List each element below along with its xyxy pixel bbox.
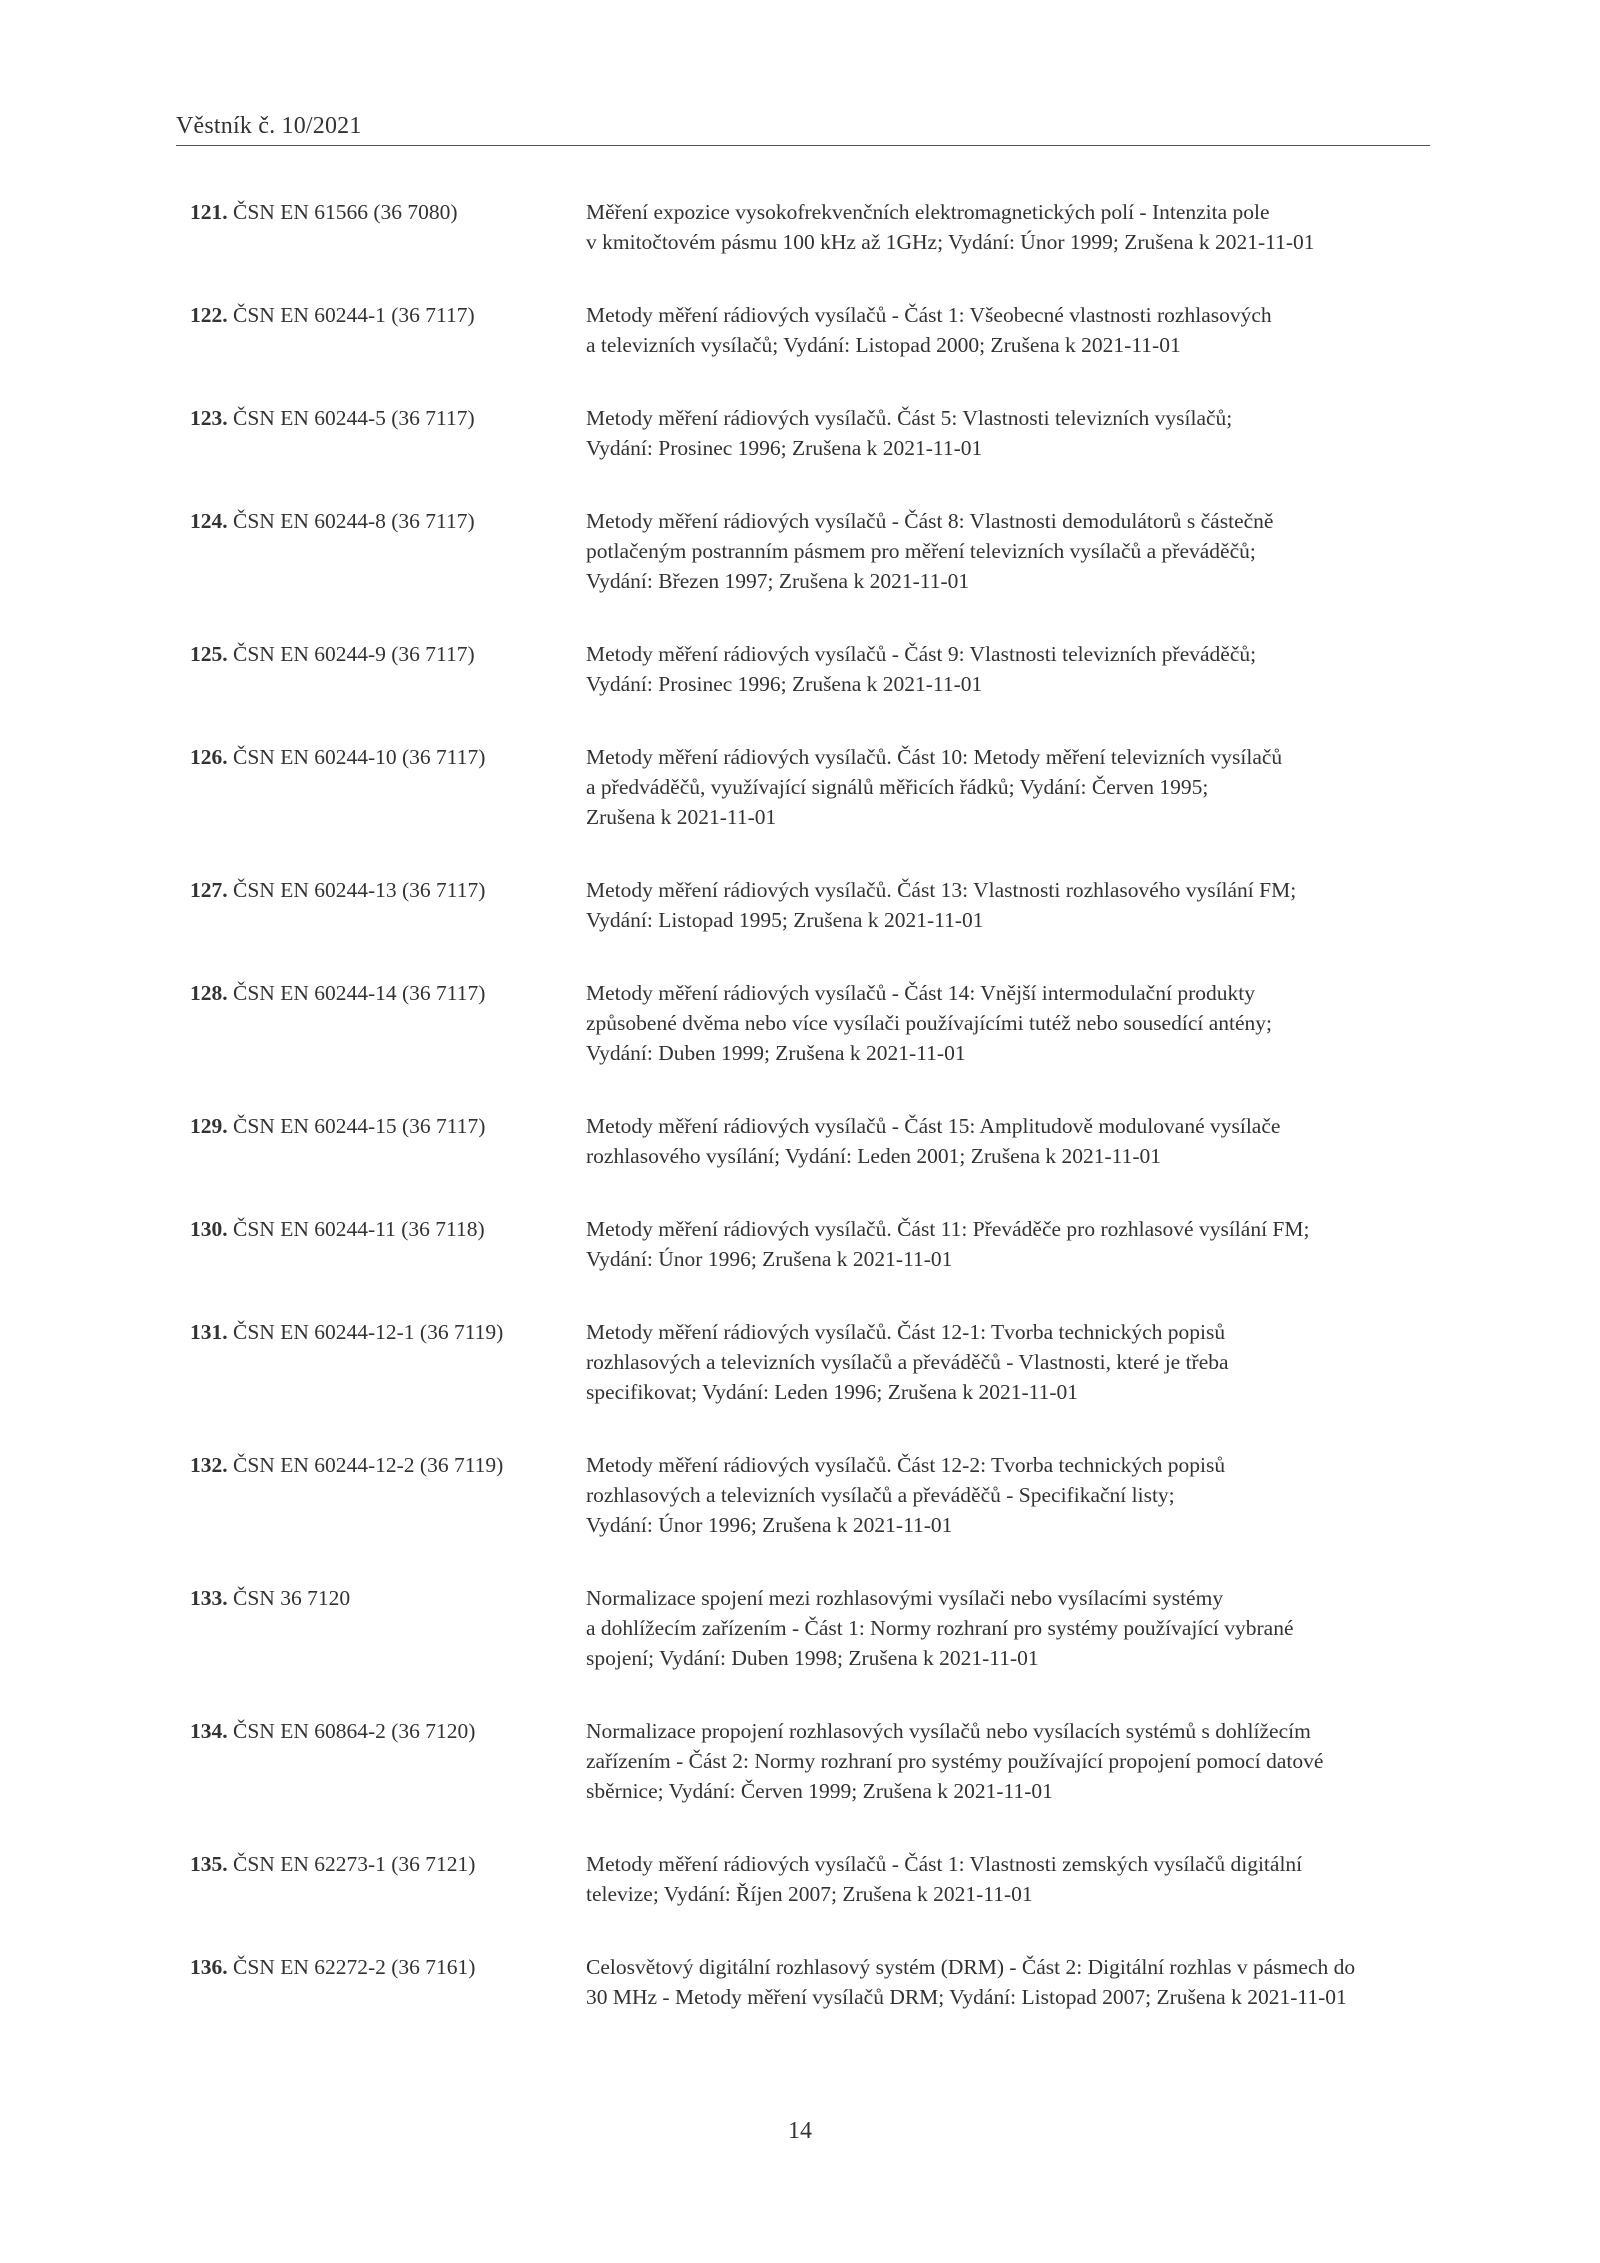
standard-designation (190, 506, 475, 536)
item-number: 129. (190, 1114, 228, 1138)
description-line: Metody měření rádiových vysílačů. Část 5: Vlastnosti televizních vysílačů; (586, 406, 1233, 430)
standard-code: ČSN EN 60244-8 (36 7117) (233, 509, 475, 533)
standard-description (586, 1317, 1446, 1407)
standard-description (586, 1111, 1446, 1171)
description-line: způsobené dvěma nebo více vysílači používajícími tutéž nebo sousedící antény; (586, 1011, 1272, 1035)
standard-designation (190, 300, 475, 330)
item-number: 121. (190, 200, 228, 224)
standard-description (586, 1952, 1446, 2012)
standard-designation (190, 1450, 503, 1480)
item-number: 135. (190, 1852, 228, 1876)
item-number: 130. (190, 1217, 228, 1241)
item-number: 122. (190, 303, 228, 327)
standard-description (586, 875, 1446, 935)
standard-description (586, 403, 1446, 463)
item-number: 134. (190, 1719, 228, 1743)
standard-designation (190, 1317, 503, 1347)
description-line: Vydání: Prosinec 1996; Zrušena k 2021-11-01 (586, 672, 983, 696)
description-line: Měření expozice vysokofrekvenčních elektromagnetických polí - Intenzita pole (586, 200, 1270, 224)
standard-designation (190, 742, 485, 772)
standard-description (586, 506, 1446, 596)
standard-description (586, 1583, 1446, 1673)
standard-designation (190, 1849, 475, 1879)
standard-designation (190, 1952, 475, 1982)
standard-designation (190, 1583, 350, 1613)
standard-code: ČSN 36 7120 (233, 1586, 351, 1610)
standard-description (586, 742, 1446, 832)
standard-code: ČSN EN 60244-13 (36 7117) (233, 878, 486, 902)
description-line: Vydání: Duben 1999; Zrušena k 2021-11-01 (586, 1041, 966, 1065)
description-line: a televizních vysílačů; Vydání: Listopad 2000; Zrušena k 2021-11-01 (586, 333, 1181, 357)
standard-designation (190, 197, 458, 227)
description-line: Vydání: Únor 1996; Zrušena k 2021-11-01 (586, 1513, 953, 1537)
item-number: 133. (190, 1586, 228, 1610)
standard-code: ČSN EN 60244-12-2 (36 7119) (233, 1453, 504, 1477)
description-line: Metody měření rádiových vysílačů - Část 1: Všeobecné vlastnosti rozhlasových (586, 303, 1272, 327)
description-line: Metody měření rádiových vysílačů. Část 12-2: Tvorba technických popisů (586, 1453, 1226, 1477)
description-line: a předváděčů, využívající signálů měřicích řádků; Vydání: Červen 1995; (586, 775, 1209, 799)
description-line: Metody měření rádiových vysílačů. Část 10: Metody měření televizních vysílačů (586, 745, 1283, 769)
standard-code: ČSN EN 60244-15 (36 7117) (233, 1114, 486, 1138)
standard-code: ČSN EN 61566 (36 7080) (233, 200, 458, 224)
standard-code: ČSN EN 60244-9 (36 7117) (233, 642, 475, 666)
standard-description (586, 197, 1446, 257)
item-number: 126. (190, 745, 228, 769)
description-line: Metody měření rádiových vysílačů - Část 8: Vlastnosti demodulátorů s částečně (586, 509, 1274, 533)
standard-designation (190, 1111, 485, 1141)
standard-designation (190, 1716, 475, 1746)
standard-code: ČSN EN 60244-10 (36 7117) (233, 745, 486, 769)
standard-description (586, 300, 1446, 360)
description-line: 30 MHz - Metody měření vysílačů DRM; Vydání: Listopad 2007; Zrušena k 2021-11-01 (586, 1985, 1347, 2009)
description-line: rozhlasového vysílání; Vydání: Leden 2001; Zrušena k 2021-11-01 (586, 1144, 1162, 1168)
description-line: Normalizace propojení rozhlasových vysílačů nebo vysílacích systémů s dohlížecím (586, 1719, 1311, 1743)
description-line: Normalizace spojení mezi rozhlasovými vysílači nebo vysílacími systémy (586, 1586, 1224, 1610)
standard-designation (190, 639, 475, 669)
standard-description (586, 1849, 1446, 1909)
description-line: Metody měření rádiových vysílačů - Část 9: Vlastnosti televizních převáděčů; (586, 642, 1257, 666)
description-line: rozhlasových a televizních vysílačů a převáděčů - Specifikační listy; (586, 1483, 1175, 1507)
standard-code: ČSN EN 60244-11 (36 7118) (233, 1217, 485, 1241)
standard-designation (190, 875, 485, 905)
item-number: 136. (190, 1955, 228, 1979)
description-line: Metody měření rádiových vysílačů - Část 15: Amplitudově modulované vysílače (586, 1114, 1281, 1138)
item-number: 123. (190, 406, 228, 430)
item-number: 131. (190, 1320, 228, 1344)
standard-code: ČSN EN 60244-12-1 (36 7119) (233, 1320, 504, 1344)
description-line: potlačeným postranním pásmem pro měření televizních vysílačů a převáděčů; (586, 539, 1256, 563)
description-line: a dohlížecím zařízením - Část 1: Normy rozhraní pro systémy používající vybrané (586, 1616, 1294, 1640)
item-number: 132. (190, 1453, 228, 1477)
description-line: sběrnice; Vydání: Červen 1999; Zrušena k 2021-11-01 (586, 1779, 1053, 1803)
header-title: Věstník č. 10/2021 (176, 113, 362, 139)
standard-description (586, 1450, 1446, 1540)
standard-code: ČSN EN 60864-2 (36 7120) (233, 1719, 476, 1743)
description-line: Metody měření rádiových vysílačů - Část 14: Vnější intermodulační produkty (586, 981, 1255, 1005)
item-number: 127. (190, 878, 228, 902)
description-line: spojení; Vydání: Duben 1998; Zrušena k 2021-11-01 (586, 1646, 1039, 1670)
description-line: v kmitočtovém pásmu 100 kHz až 1GHz; Vydání: Únor 1999; Zrušena k 2021-11-01 (586, 230, 1315, 254)
page-number: 14 (788, 2118, 812, 2144)
standard-code: ČSN EN 60244-1 (36 7117) (233, 303, 475, 327)
description-line: specifikovat; Vydání: Leden 1996; Zrušena k 2021-11-01 (586, 1380, 1079, 1404)
description-line: Vydání: Prosinec 1996; Zrušena k 2021-11-01 (586, 436, 983, 460)
item-number: 128. (190, 981, 228, 1005)
standard-code: ČSN EN 60244-14 (36 7117) (233, 981, 486, 1005)
standard-description (586, 1214, 1446, 1274)
standard-designation (190, 1214, 485, 1244)
standard-description (586, 639, 1446, 699)
standard-designation (190, 403, 475, 433)
description-line: Metody měření rádiových vysílačů - Část 1: Vlastnosti zemských vysílačů digitální (586, 1852, 1303, 1876)
standard-code: ČSN EN 62272-2 (36 7161) (233, 1955, 476, 1979)
description-line: Vydání: Březen 1997; Zrušena k 2021-11-01 (586, 569, 970, 593)
header-divider (176, 145, 1430, 146)
item-number: 124. (190, 509, 228, 533)
description-line: Zrušena k 2021-11-01 (586, 805, 777, 829)
description-line: televize; Vydání: Říjen 2007; Zrušena k 2021-11-01 (586, 1882, 1033, 1906)
standard-designation (190, 978, 485, 1008)
description-line: Vydání: Únor 1996; Zrušena k 2021-11-01 (586, 1247, 953, 1271)
standard-code: ČSN EN 60244-5 (36 7117) (233, 406, 475, 430)
standard-code: ČSN EN 62273-1 (36 7121) (233, 1852, 476, 1876)
description-line: Metody měření rádiových vysílačů. Část 11: Převáděče pro rozhlasové vysílání FM; (586, 1217, 1310, 1241)
description-line: rozhlasových a televizních vysílačů a převáděčů - Vlastnosti, které je třeba (586, 1350, 1229, 1374)
description-line: zařízením - Část 2: Normy rozhraní pro systémy používající propojení pomocí datové (586, 1749, 1324, 1773)
item-number: 125. (190, 642, 228, 666)
description-line: Vydání: Listopad 1995; Zrušena k 2021-11-01 (586, 908, 984, 932)
standard-description (586, 978, 1446, 1068)
description-line: Celosvětový digitální rozhlasový systém (DRM) - Část 2: Digitální rozhlas v pásmech do (586, 1955, 1356, 1979)
description-line: Metody měření rádiových vysílačů. Část 12-1: Tvorba technických popisů (586, 1320, 1226, 1344)
standard-description (586, 1716, 1446, 1806)
description-line: Metody měření rádiových vysílačů. Část 13: Vlastnosti rozhlasového vysílání FM; (586, 878, 1297, 902)
